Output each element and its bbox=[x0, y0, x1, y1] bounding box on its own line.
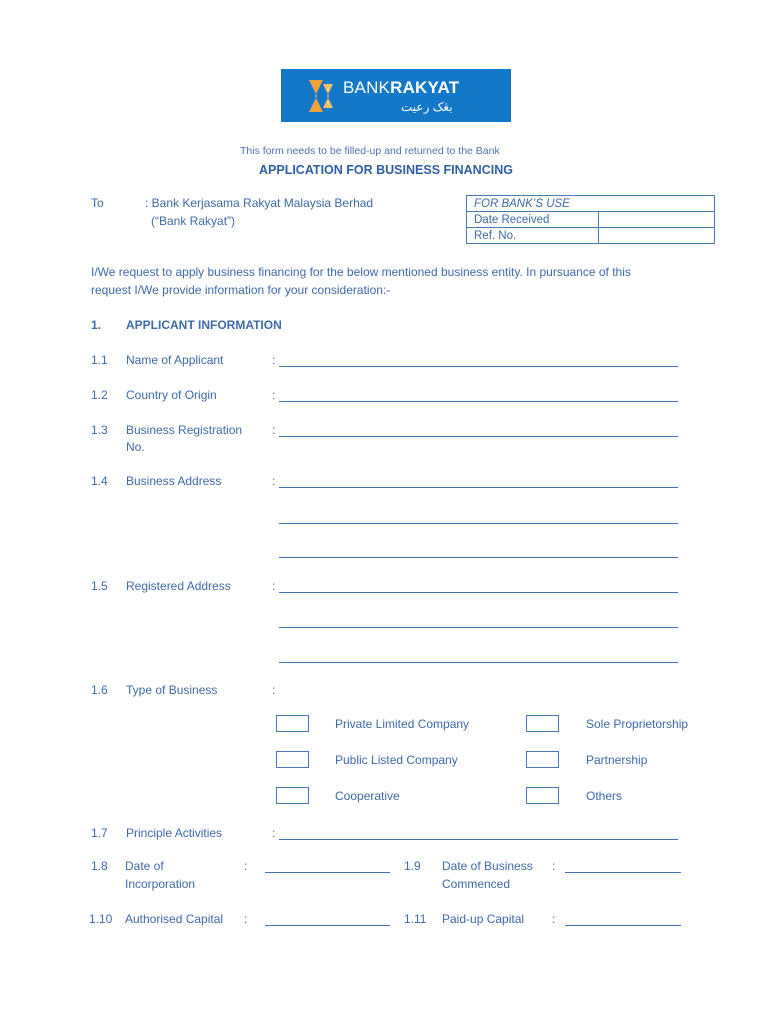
others-checkbox[interactable] bbox=[526, 787, 559, 804]
colon: : bbox=[272, 579, 276, 593]
business-registration-field[interactable] bbox=[279, 436, 678, 437]
name-of-applicant-label: Name of Applicant bbox=[126, 353, 224, 367]
date-business-commenced-field[interactable] bbox=[565, 872, 681, 873]
intro-line1: I/We request to apply business financing for the below mentioned business entity. In pursuance of this bbox=[91, 265, 631, 279]
paid-up-capital-field[interactable] bbox=[565, 925, 681, 926]
public-listed-checkbox[interactable] bbox=[276, 751, 309, 768]
colon: : bbox=[272, 683, 276, 697]
bank-use-table bbox=[466, 195, 715, 244]
section-title: APPLICANT INFORMATION bbox=[126, 318, 282, 332]
colon: : bbox=[552, 912, 556, 926]
bank-rakyat-emblem-icon bbox=[301, 78, 337, 114]
business-address-label: Business Address bbox=[126, 474, 222, 488]
paid-up-capital-label: Paid-up Capital bbox=[442, 912, 525, 926]
logo-jawi-text: بڠک رعيت bbox=[401, 100, 453, 114]
country-of-origin-label: Country of Origin bbox=[126, 388, 217, 402]
field-number: 1.8 bbox=[91, 859, 108, 873]
bank-use-heading: FOR BANK’S USE bbox=[467, 196, 715, 212]
field-number: 1.2 bbox=[91, 388, 108, 402]
field-number: 1.5 bbox=[91, 579, 108, 593]
ref-no-label: Ref. No. bbox=[467, 228, 599, 244]
registered-address-field-line2[interactable] bbox=[279, 627, 678, 628]
field-number: 1.7 bbox=[91, 826, 108, 840]
ref-no-cell[interactable] bbox=[599, 228, 715, 244]
sole-proprietorship-label: Sole Proprietorship bbox=[586, 717, 689, 731]
authorised-capital-label: Authorised Capital bbox=[125, 912, 224, 926]
date-received-label: Date Received bbox=[467, 212, 599, 228]
colon: : bbox=[552, 859, 556, 873]
bank-rakyat-logo bbox=[281, 69, 511, 122]
business-registration-label: Business Registration bbox=[126, 423, 243, 437]
principle-activities-label: Principle Activities bbox=[126, 826, 223, 840]
field-number: 1.6 bbox=[91, 683, 108, 697]
logo-wordmark: BANKRAKYAT bbox=[343, 78, 460, 97]
partnership-label: Partnership bbox=[586, 753, 648, 767]
principle-activities-field[interactable] bbox=[279, 839, 678, 840]
to-recipient-line2: (“Bank Rakyat”) bbox=[151, 214, 236, 228]
business-address-field-line3[interactable] bbox=[279, 557, 678, 558]
to-recipient-line1: : Bank Kerjasama Rakyat Malaysia Berhad bbox=[145, 196, 374, 210]
field-number: 1.9 bbox=[404, 859, 421, 873]
private-limited-checkbox[interactable] bbox=[276, 715, 309, 732]
colon: : bbox=[244, 912, 248, 926]
to-label: To bbox=[91, 196, 104, 210]
date-of-incorporation-label: Date of bbox=[125, 859, 164, 873]
business-address-field-line2[interactable] bbox=[279, 523, 678, 524]
field-number: 1.11 bbox=[404, 912, 427, 926]
name-of-applicant-field[interactable] bbox=[279, 366, 678, 367]
field-number: 1.10 bbox=[89, 912, 113, 926]
date-business-commenced-label: Date of Business bbox=[442, 859, 533, 873]
country-of-origin-field[interactable] bbox=[279, 401, 678, 402]
form-title: APPLICATION FOR BUSINESS FINANCING bbox=[259, 163, 513, 177]
date-business-commenced-label-cont: Commenced bbox=[442, 877, 511, 891]
colon: : bbox=[272, 388, 276, 402]
business-registration-label-cont: No. bbox=[126, 440, 145, 454]
date-of-incorporation-field[interactable] bbox=[265, 872, 390, 873]
colon: : bbox=[272, 353, 276, 367]
form-notice: This form needs to be filled-up and returned to the Bank bbox=[240, 145, 500, 157]
colon: : bbox=[244, 859, 248, 873]
registered-address-field-line1[interactable] bbox=[279, 592, 678, 593]
field-number: 1.1 bbox=[91, 353, 108, 367]
field-number: 1.3 bbox=[91, 423, 108, 437]
cooperative-checkbox[interactable] bbox=[276, 787, 309, 804]
date-received-cell[interactable] bbox=[599, 212, 715, 228]
public-listed-label: Public Listed Company bbox=[335, 753, 458, 767]
field-number: 1.4 bbox=[91, 474, 108, 488]
intro-line2: request I/We provide information for your consideration:- bbox=[91, 283, 391, 297]
others-label: Others bbox=[586, 789, 623, 803]
sole-proprietorship-checkbox[interactable] bbox=[526, 715, 559, 732]
partnership-checkbox[interactable] bbox=[526, 751, 559, 768]
section-number: 1. bbox=[91, 318, 102, 332]
type-of-business-label: Type of Business bbox=[126, 683, 218, 697]
registered-address-field-line3[interactable] bbox=[279, 662, 678, 663]
cooperative-label: Cooperative bbox=[335, 789, 400, 803]
business-address-field-line1[interactable] bbox=[279, 487, 678, 488]
colon: : bbox=[272, 826, 276, 840]
colon: : bbox=[272, 423, 276, 437]
registered-address-label: Registered Address bbox=[126, 579, 231, 593]
private-limited-label: Private Limited Company bbox=[335, 717, 470, 731]
colon: : bbox=[272, 474, 276, 488]
date-of-incorporation-label-cont: Incorporation bbox=[125, 877, 196, 891]
authorised-capital-field[interactable] bbox=[265, 925, 390, 926]
